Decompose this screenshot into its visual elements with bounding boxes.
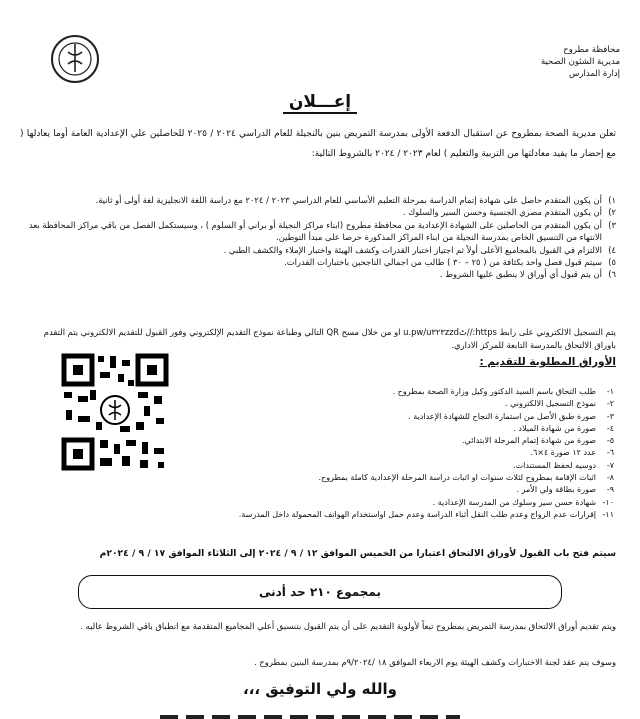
list-item: ١٠- شهادة حسن سير وسلوك من المدرسة الإعدادية . bbox=[432, 497, 614, 507]
list-item: ٣- صورة طبق الأصل من استمارة النجاح للشهادة الإعدادية . bbox=[408, 411, 614, 421]
application-period: سيتم فتح باب القبول لأوراق الالتحاق اعتبارا من الخميس الموافق ١٢ / ٩ / ٢٠٢٤ إلى الثلاثاء الموافق ١٧ / ٩ / ٢٠٢٤م bbox=[99, 548, 616, 559]
ministry-logo-icon bbox=[50, 34, 100, 84]
minimum-score-label: بمجموع ٢١٠ حد أدنى bbox=[259, 585, 381, 599]
list-item: ٥) سيتم قبول فصل واحد بكثافة من ( ٢٥ – ٣٠ ) طالب من اجمالي الناجحين باختبارات القدرات. bbox=[284, 257, 616, 268]
governorate-label: محافظة مطروح bbox=[563, 45, 620, 55]
registration-paragraph: يتم التسجيل الالكتروني على رابط https://ٹu.pw/u۳۲۳zzd او من خلال مسح QR التالي وطباعة نموذج التقديم الإلكتروني وفور القبول للتقديم الالكتروني يتم التقدم باوراق الالتحاق بالمدرسة التابعة للمركز الاداري. bbox=[43, 327, 616, 350]
list-item: ٦- عدد ١٢ صورة ٤×٦. bbox=[530, 448, 614, 458]
list-item: ١- طلب التحاق باسم السيد الدكتور وكيل وزارة الصحة بمطروح . bbox=[392, 387, 614, 396]
issuer-header bbox=[541, 44, 620, 80]
list-item: ٤) الالتزام في القبول بالمجاميع الأعلى أولاً ثم اجتياز اختبار القدرات وكشف الهيئة واختبار الإملاء والكشف الطبي . bbox=[223, 244, 616, 255]
directorate-label: مديرية الشئون الصحية bbox=[540, 57, 620, 67]
list-item: ٨- اثبات الإقامة بمطروح لثلاث سنوات او اثبات دراسة المرحلة الإعدادية كاملة بمطروح. bbox=[318, 473, 614, 483]
department-label: إدارة المدارس bbox=[569, 69, 620, 79]
list-item: ٩- صورة بطاقة ولي الأمر . bbox=[516, 485, 614, 495]
list-item: ٥- صورة من شهادة إتمام المرحلة الابتدائي. bbox=[462, 436, 614, 446]
minimum-score-box bbox=[78, 575, 562, 609]
qr-code-icon[interactable] bbox=[60, 352, 170, 472]
list-item: ٢) أن يكون المتقدم مصري الجنسية وحسن السير والسلوك . bbox=[402, 207, 616, 218]
list-item: ١١- إقرارات عدم الزواج وعدم طلب النقل أثناء الدراسة وعدم حمل اواستخدام الهواتف المحمولة داخل المدرسة. bbox=[238, 509, 614, 519]
list-item: ١) أن يكون المتقدم حاصل على شهادة إتمام الدراسة بمرحلة التعليم الأساسي للعام الدراسي ٢٠٢٣ / ٢٠٢٤ مع دراسة اللغة الانجليزية لغة أولى أو ثانية. bbox=[95, 195, 616, 205]
closing-line: والله ولي التوفيق ،،، bbox=[243, 680, 397, 698]
list-item: ٦) أن يتم قبول أي أوراق لا ينطبق عليها الشروط . bbox=[439, 269, 616, 280]
list-item: ٣) أن يكون المتقدم من الحاصلين على الشهادة الإعدادية من محافظة مطروح (ابناء مراكز النجيلة أو براني أو السلوم ) ، وسيستكمل الفصل من باقي مراكز المحافظة بعد الانتهاء من التنسيق الخاص بمدرسة النجيلة من ابناء المراكز المذكورة حرصا على مبدأ التوطين. bbox=[29, 219, 616, 243]
list-item: ٤- صورة من شهادة الميلاد . bbox=[513, 423, 614, 433]
list-item: ٧- دوسيه لحفظ المستندات. bbox=[513, 460, 614, 470]
cropped-signature-line bbox=[160, 705, 460, 719]
list-item: ٢- نموذج التسجيل الالكتروني . bbox=[505, 399, 614, 409]
exam-note: وسوف يتم عقد لجنة الاختبارات وكشف الهيئة يوم الاربعاء الموافق ١٨ /٩/٢٠٢٤م بمدرسة البنين بمطروح . bbox=[254, 657, 616, 667]
admission-note: ويتم تقديم أوراق الالتحاق بمدرسة التمريض بمطروح تبعاً لأولوية التقديم على أن يتم القبول بتنسيق أعلي المجاميع المتقدمة مع انطباق باقي الشروط عاليه . bbox=[80, 621, 616, 631]
conditions-list bbox=[20, 194, 616, 281]
intro-paragraph: تعلن مديرية الصحة بمطروح عن استقبال الدفعة الأولى بمدرسة التمريض بنين بالنجيلة للعام الدراسي ٢٠٢٤ / ٢٠٢٥ للحاصلين علي الإعدادية العامة أوما يعادلها ( مع إحضار ما يفيد معادلتها من التربية والتعليم ) لعام ٢٠٢٣ / ٢٠٢٤ بالشروط التالية: bbox=[20, 129, 616, 159]
required-papers-list bbox=[184, 386, 614, 521]
papers-heading: الأوراق المطلوبة للتقديم : bbox=[479, 356, 616, 368]
page-title: إعـــلان bbox=[0, 92, 640, 112]
